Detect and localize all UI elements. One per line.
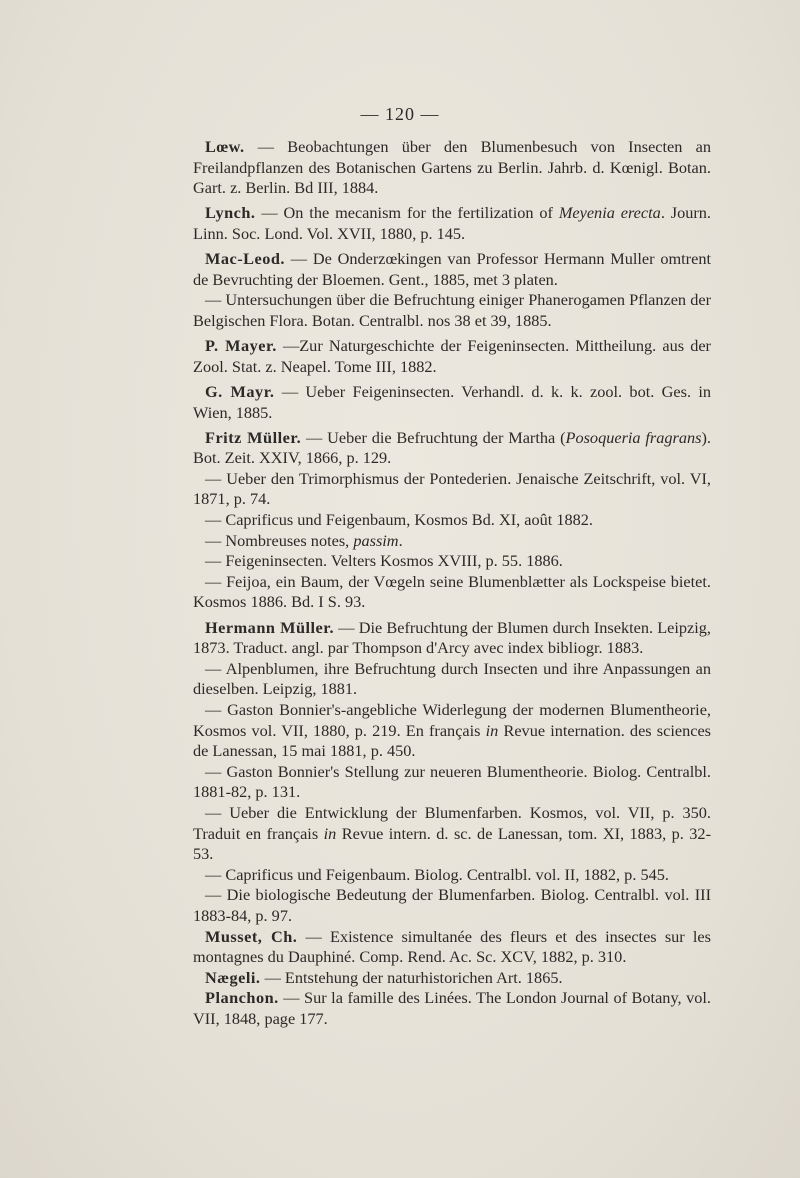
- entry-text: — Gaston Bonnier's Stellung zur neueren Blumentheorie. Biolog. Centralbl. 1881-82, p. 131.: [193, 761, 711, 802]
- entry-text: — Sur la famille des Linées. The London Journal of Botany, vol. VII, 1848, page 177.: [193, 988, 711, 1028]
- bibliography-entry: [193, 469, 711, 510]
- entry-text: — Entstehung der naturhistorichen Art. 1865.: [260, 967, 563, 987]
- entry-italic-title: in: [323, 823, 337, 843]
- entry-author: Hermann Müller.: [205, 617, 335, 637]
- entry-italic-title: in: [485, 720, 499, 740]
- entry-text: — Die biologische Bedeutung der Blumenfarben. Biolog. Centralbl. vol. III 1883-84, p. 97.: [193, 885, 711, 925]
- bibliography-entry: [193, 803, 711, 865]
- entry-author: Fritz Müller.: [205, 427, 302, 447]
- bibliography-entry: [193, 290, 711, 331]
- bibliography-entry: [193, 927, 711, 968]
- bibliography-entry: [193, 428, 711, 469]
- entry-text: — Ueber den Trimorphismus der Pontederien. Jenaische Zeitschrift, vol. VI, 1871, p. 74.: [193, 468, 711, 509]
- entry-author: Mac-Leod.: [205, 249, 286, 269]
- bibliography-entry: [193, 572, 711, 613]
- entry-text: — Caprificus und Feigenbaum, Kosmos Bd. XI, août 1882.: [205, 510, 593, 530]
- entry-italic-title: Posoqueria fragrans: [565, 427, 702, 447]
- entry-text: — Nombreuses notes,: [205, 530, 354, 550]
- bibliography-entry: [193, 551, 711, 572]
- entry-author: Lynch.: [205, 203, 256, 223]
- bibliography-entry: [193, 382, 711, 423]
- bibliography-entry: [193, 203, 711, 244]
- bibliography-entry: [193, 336, 711, 377]
- entry-text: — Ueber die Befruchtung der Martha (: [301, 427, 566, 447]
- entry-author: P. Mayer.: [205, 336, 277, 356]
- entry-text: Revue internation. des sciences de Lanessan, 15 mai 1881, p. 450.: [193, 720, 712, 761]
- entry-text: — Caprificus und Feigenbaum. Biolog. Centralbl. vol. II, 1882, p. 545.: [205, 864, 669, 884]
- entry-text: — Alpenblumen, ihre Befruchtung durch Insecten und ihre Anpassungen an dieselben. Leipzig, 1881.: [193, 658, 711, 699]
- entry-text: — Existence simultanée des fleurs et des insectes sur les montagnes du Dauphiné. Comp. Rend. Ac. Sc. XCV, 1882, p. 310.: [193, 926, 711, 967]
- entry-author: Musset, Ch.: [205, 926, 298, 946]
- entry-text: ). Bot. Zeit. XXIV, 1866, p. 129.: [193, 427, 711, 468]
- entry-text: .: [398, 530, 403, 550]
- entry-text: — Feijoa, ein Baum, der Vœgeln seine Blumenblætter als Lockspeise bietet. Kosmos 1886. Bd. I S. 93.: [193, 571, 711, 612]
- bibliography-entry: [193, 531, 711, 552]
- bibliography-entry: [193, 988, 711, 1029]
- entry-text: — Ueber Feigeninsecten. Verhandl. d. k. k. zool. bot. Ges. in Wien, 1885.: [193, 381, 711, 422]
- entry-italic-title: Meyenia erecta: [558, 203, 661, 223]
- entry-text: — Beobachtungen über den Blumenbesuch von Insecten an Freilandpflanzen des Botanischen Gartens zu Berlin. Jahrb. d. Kœnigl. Botan. Gart. z. Berlin. Bd III, 1884.: [193, 137, 711, 198]
- bibliography-entry: [193, 137, 711, 199]
- entry-author: G. Mayr.: [205, 381, 275, 401]
- entry-author: Lœw.: [205, 137, 245, 156]
- bibliography-list: [193, 137, 711, 1030]
- bibliography-entry: [193, 762, 711, 803]
- entry-author: Planchon.: [205, 988, 279, 1008]
- entry-text: — De Onderzœkingen van Professor Hermann Muller omtrent de Bevruchting der Bloemen. Gent., 1885, met 3 platen.: [193, 249, 711, 289]
- entry-text: — Gaston Bonnier's-angebliche Widerlegung der modernen Blumentheorie, Kosmos vol. VII, 1880, p. 219. En français: [193, 700, 711, 740]
- entry-text: . Journ. Linn. Soc. Lond. Vol. XVII, 1880, p. 145.: [193, 203, 712, 243]
- entry-text: — Feigeninsecten. Velters Kosmos XVIII, p. 55. 1886.: [205, 551, 563, 571]
- entry-text: — Untersuchungen über die Befruchtung einiger Phanerogamen Pflanzen der Belgischen Flora. Botan. Centralbl. nos 38 et 39, 1885.: [193, 290, 711, 330]
- bibliography-entry: [193, 510, 711, 531]
- bibliography-entry: [193, 618, 711, 659]
- bibliography-entry: [193, 968, 711, 989]
- entry-author: Nægeli.: [205, 967, 261, 987]
- bibliography-entry: [193, 865, 711, 886]
- page-number: — 120 —: [360, 104, 440, 124]
- bibliography-entry: [193, 700, 711, 762]
- entry-text: Revue intern. d. sc. de Lanessan, tom. XI, 1883, p. 32-53.: [193, 823, 711, 864]
- entry-text: —Zur Naturgeschichte der Feigeninsecten. Mittheilung. aus der Zool. Stat. z. Neapel. Tome III, 1882.: [193, 336, 711, 376]
- entry-text: — On the mecanism for the fertilization of: [255, 203, 559, 223]
- entry-italic-title: passim: [353, 530, 399, 550]
- bibliography-entry: [193, 885, 711, 926]
- entry-text: — Die Befruchtung der Blumen durch Insekten. Leipzig, 1873. Traduct. angl. par Thompson d'Arcy avec index bibliogr. 1883.: [193, 617, 711, 658]
- entry-text: — Ueber die Entwicklung der Blumenfarben. Kosmos, vol. VII, p. 350. Traduit en français: [193, 802, 711, 843]
- bibliography-entry: [193, 249, 711, 290]
- bibliography-entry: [193, 659, 711, 700]
